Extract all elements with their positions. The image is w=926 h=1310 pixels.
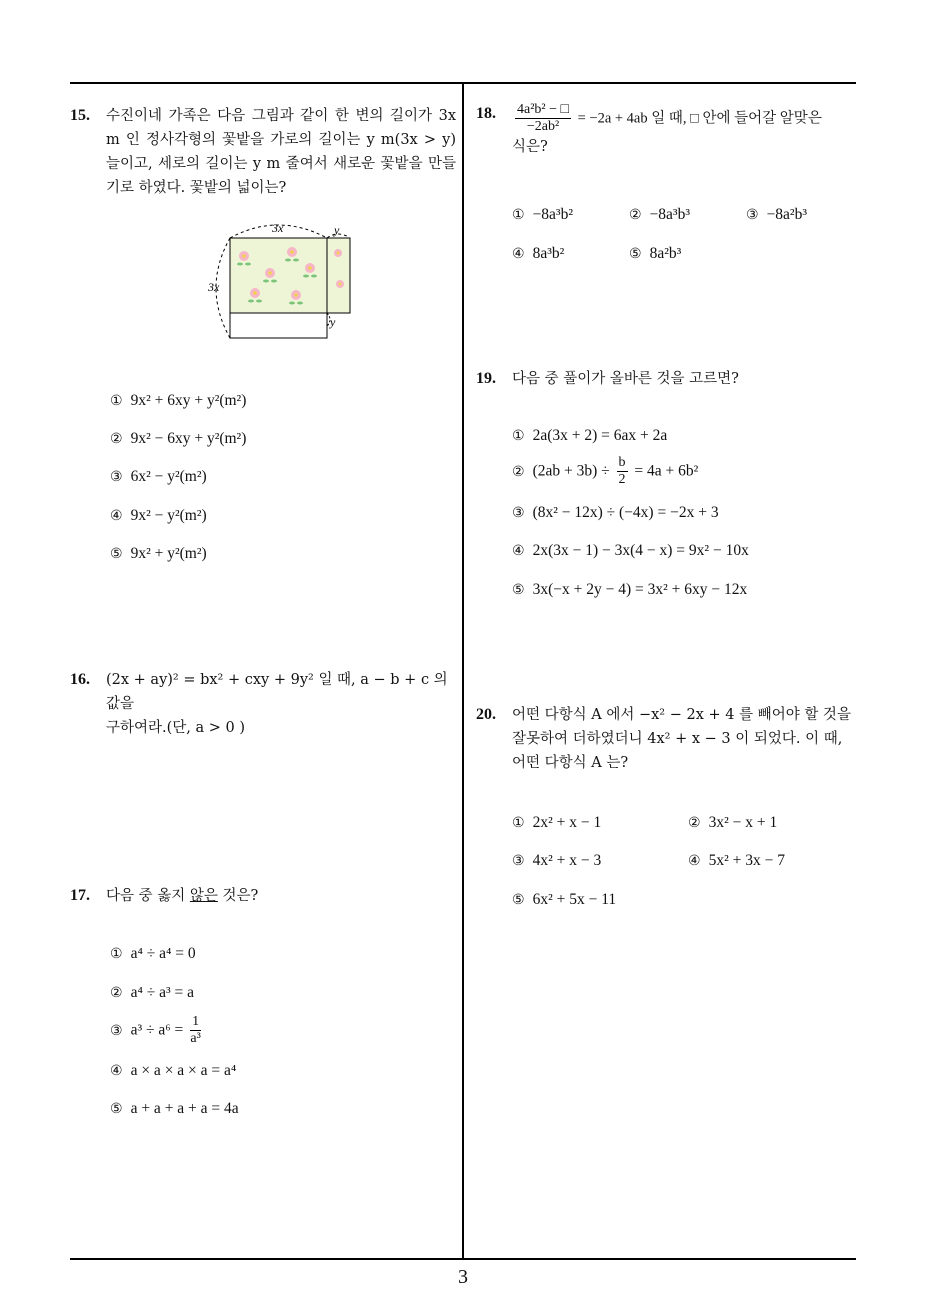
q15-option-1[interactable]: ① 9x² + 6xy + y²(m²) [110, 392, 247, 409]
q20-option-2[interactable]: ② 3x² − x + 1 [688, 814, 778, 831]
bottom-rule [70, 1258, 856, 1260]
label-y-top: y [334, 223, 340, 237]
question-number: 19. [476, 370, 496, 387]
q18-option-4[interactable]: ④ 8a³b² [512, 245, 565, 262]
garden-figure [200, 218, 370, 343]
q15-option-2[interactable]: ② 9x² − 6xy + y²(m²) [110, 430, 247, 447]
fraction: $\frac{\text{4a²b² − □}}{\text{−2ab²}}$ [517, 102, 569, 134]
q17-option-3[interactable]: ③ a³ ÷ a⁶ = $\frac{1}{\text{a³}}$ [110, 1014, 201, 1046]
q20-option-4[interactable]: ④ 5x² + 3x − 7 [688, 852, 785, 869]
fraction: $\frac{1}{\text{a³}}$ [190, 1014, 201, 1046]
question-20: 20. 어떤 다항식 A 에서 −x² − 2x + 4 를 빼어야 할 것을 잘못하여 더하였더니 4x² + x − 3 이 되었다. 이 때, 어떤 다항식 A 는? [476, 703, 860, 775]
q19-option-5[interactable]: ⑤ 3x(−x + 2y − 4) = 3x² + 6xy − 12x [512, 581, 748, 598]
question-text: 수진이네 가족은 다음 그림과 같이 한 변의 길이가 3x m 인 정사각형의 꽃밭을 가로의 길이는 y m(3x > y) 늘이고, 세로의 길이는 y m 줄여서 새로운 꽃밭을 만들기로 하였다. 꽃밭의 넓이는? [106, 108, 456, 196]
underlined-word: 않은 [189, 888, 218, 904]
question-19 [476, 367, 860, 391]
label-3x-top: 3x [272, 221, 284, 235]
fraction: $\frac{b}{2}$ [618, 455, 626, 487]
question-16 [70, 668, 460, 740]
question-number: 20. [476, 706, 496, 723]
q17-option-5[interactable]: ⑤ a + a + a + a = 4a [110, 1100, 239, 1117]
q19-option-3[interactable]: ③ (8x² − 12x) ÷ (−4x) = −2x + 3 [512, 504, 719, 521]
q20-option-5[interactable]: ⑤ 6x² + 5x − 11 [512, 891, 617, 908]
question-number: 15. [70, 107, 90, 124]
q20-option-3[interactable]: ③ 4x² + x − 3 [512, 852, 602, 869]
q19-option-2[interactable]: ② (2ab + 3b) ÷ $\frac{b}{2}$ = 4a + 6b² [512, 455, 699, 487]
q18-option-2[interactable]: ② −8a³b³ [629, 206, 690, 223]
question-17: 17. 다음 중 옳지 않은 것은? [70, 884, 456, 908]
question-text-line2: 구하여라.(단, a > 0 ) [106, 720, 246, 736]
page-number: 3 [458, 1266, 468, 1288]
q18-option-3[interactable]: ③ −8a²b³ [746, 206, 807, 223]
question-text-line1: (2x + ay)² = bx² + cxy + 9y² 일 때, a − b + c 의 값을 [106, 672, 448, 712]
q15-option-4[interactable]: ④ 9x² − y²(m²) [110, 507, 207, 524]
q17-option-1[interactable]: ① a⁴ ÷ a⁴ = 0 [110, 945, 196, 962]
q20-option-1[interactable]: ① 2x² + x − 1 [512, 814, 602, 831]
question-15 [70, 104, 456, 200]
question-number: 17. [70, 887, 90, 904]
label-y-bottom: y [330, 315, 336, 329]
q18-option-5[interactable]: ⑤ 8a²b³ [629, 245, 682, 262]
q17-option-2[interactable]: ② a⁴ ÷ a³ = a [110, 984, 195, 1001]
q18-option-1[interactable]: ① −8a³b² [512, 206, 573, 223]
q19-option-4[interactable]: ④ 2x(3x − 1) − 3x(4 − x) = 9x² − 10x [512, 542, 749, 559]
q15-option-3[interactable]: ③ 6x² − y²(m²) [110, 468, 207, 485]
q19-option-1[interactable]: ① 2a(3x + 2) = 6ax + 2a [512, 427, 668, 444]
q15-option-5[interactable]: ⑤ 9x² + y²(m²) [110, 545, 207, 562]
question-text: 다음 중 풀이가 올바른 것을 고르면? [512, 371, 739, 387]
question-number: 16. [70, 671, 90, 688]
q17-option-4[interactable]: ④ a × a × a × a = a⁴ [110, 1062, 237, 1079]
column-divider [462, 82, 464, 1260]
label-3x-left: 3x [208, 280, 220, 294]
question-18: 18. $\frac{\text{4a²b² − □}}{\text{−2ab²}}$ = −2a + 4ab 일 때, □ 안에 들어갈 알맞은 식은? [476, 102, 822, 155]
question-number: 18. [476, 105, 496, 122]
